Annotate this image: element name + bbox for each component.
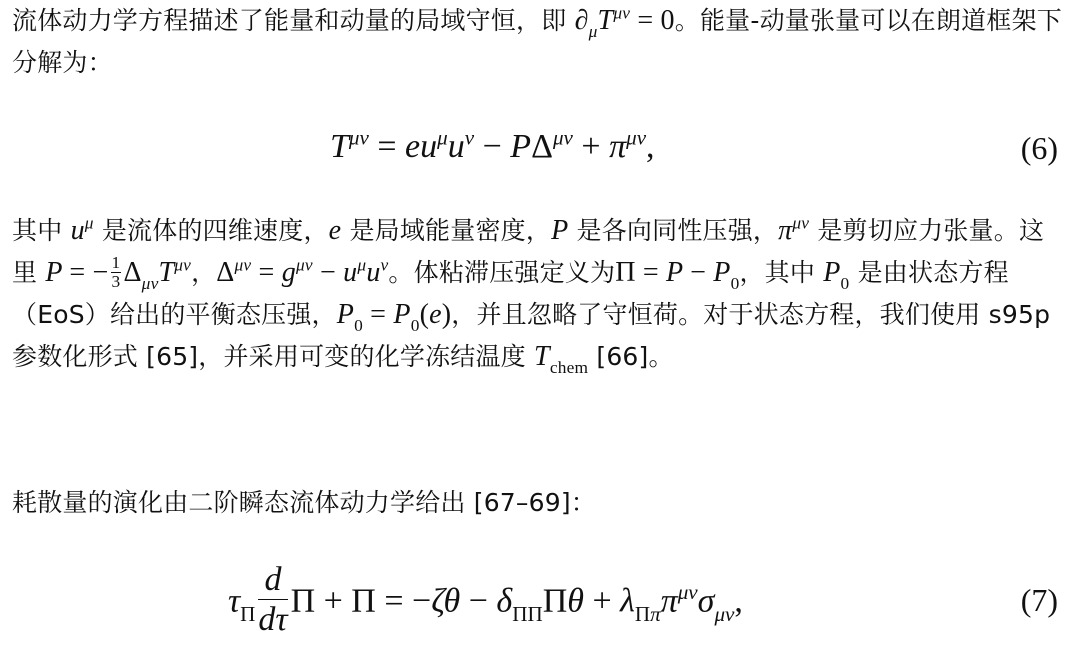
para2-text-6: 。体粘滞压强定义为 — [388, 258, 616, 287]
equation-6-body: $T^{\mu\nu} = eu^\mu u^\nu - P\Delta^{\mu\nu} + \pi^{\mu\nu}$, — [330, 125, 655, 165]
paragraph3-text: 耗散量的演化由二阶瞬态流体动力学给出 [67–69]： — [12, 488, 596, 517]
para2-text-9: ，并且忽略了守恒荷。对于状态方程，我们使用 s95p 参数化形式 [65]，并采用可变的化学冻结温度 — [12, 300, 1051, 371]
para2-text-8: 是由状态方程（EoS）给出的平衡态压强， — [12, 258, 1009, 329]
math-energy-density: e — [328, 215, 342, 246]
math-bulk-definition: $\Pi = P - P_0$ — [615, 257, 740, 293]
equation-7-body: $\tau_\Pi$ $\frac{d}{d\tau}$ $\Pi + \Pi = -\zeta\theta - \delta_{\Pi\Pi}\Pi\theta + \lambda_{\Pi\pi}\pi^{\mu\nu}\sigma_{\mu\nu}$, — [228, 561, 743, 639]
equation-6 — [0, 125, 1080, 172]
math-pressure: P — [551, 215, 569, 246]
math-projector-definition: $\Delta^{\mu\nu} = g^{\mu\nu} - u^\mu u^\nu$ — [216, 255, 389, 288]
para2-text-10: [66]。 — [596, 342, 674, 371]
equation-7-number: (7) — [1020, 582, 1058, 618]
equation-6-number: (6) — [1020, 130, 1058, 166]
math-shear-tensor: $\pi^{\mu\nu}$ — [778, 213, 810, 246]
para2-text-5: 是剪切应力张量。这里 — [12, 216, 1045, 287]
paragraph-definitions — [12, 210, 1062, 378]
paragraph-evolution — [12, 482, 1062, 524]
math-equilibrium-pressure: $P_0$ — [823, 257, 850, 293]
paragraph1-text-b: 。能量-动量张量可以在朗道框架下分解为： — [12, 6, 1062, 77]
math-pressure-definition: P = − $\frac{1}{3}$ $\Delta_{\mu\nu}T^{\mu\nu}$ — [45, 252, 192, 293]
equation-7 — [0, 560, 1080, 650]
paragraph1-text-a: 流体动力学方程描述了能量和动量的局域守恒，即 — [12, 6, 567, 35]
para2-text-2: 是流体的四维速度， — [101, 216, 329, 245]
math-four-velocity: $u^\mu$ — [70, 213, 94, 246]
para2-text-4: 是各向同性压强， — [576, 216, 779, 245]
conservation-law-math: $\partial_\mu T^{\mu\nu} = 0$ — [574, 3, 675, 41]
para2-text-3: 是局域能量密度， — [349, 216, 552, 245]
paragraph-conservation — [12, 0, 1062, 84]
math-eos-relation: $P_0 = P_0(e)$ — [336, 299, 452, 335]
para2-comma: ， — [191, 258, 217, 287]
para2-text-7: ，其中 — [739, 258, 816, 287]
math-chem-temperature: $T_{chem}$ — [534, 341, 589, 377]
para2-text-1: 其中 — [12, 216, 63, 245]
